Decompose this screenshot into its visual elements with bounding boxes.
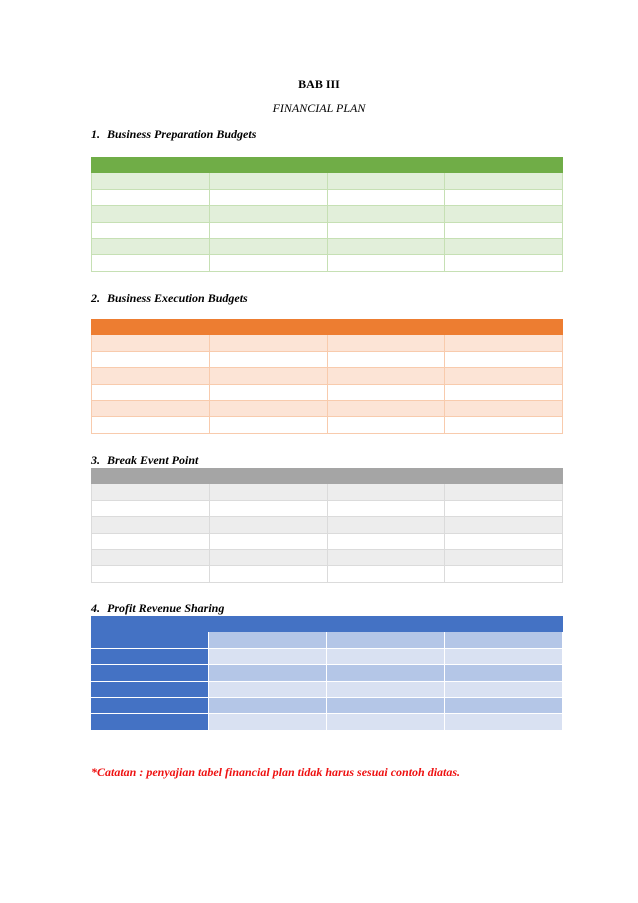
table-row <box>91 632 563 648</box>
chapter-title: BAB III <box>298 77 340 91</box>
section-heading-4 <box>91 601 224 616</box>
section-title: Business Preparation Budgets <box>107 127 257 141</box>
table-header-row <box>92 319 563 335</box>
profit-sharing-table <box>91 616 563 731</box>
section-heading-2 <box>91 291 248 306</box>
table-header-row <box>91 616 563 632</box>
footnote-note: *Catatan : penyajian tabel financial plan tidak harus sesuai contoh diatas. <box>91 765 461 779</box>
table-row <box>92 533 563 549</box>
section-title: Profit Revenue Sharing <box>107 601 225 615</box>
chapter-subtitle: FINANCIAL PLAN <box>272 101 366 115</box>
section-heading-1 <box>91 127 256 142</box>
table-row <box>92 335 563 351</box>
table-header-row <box>92 468 563 484</box>
section-heading-3 <box>91 453 198 468</box>
table-row <box>92 368 563 384</box>
break-even-table <box>91 468 563 583</box>
table-row <box>92 222 563 238</box>
table-row <box>92 400 563 416</box>
table-row <box>92 189 563 205</box>
section-number: 4. <box>91 601 100 615</box>
table-row <box>92 255 563 271</box>
table-row <box>92 206 563 222</box>
table-row <box>92 500 563 516</box>
execution-budget-table <box>91 319 563 434</box>
table-row <box>91 665 563 681</box>
table-row <box>92 566 563 582</box>
table-row <box>92 549 563 565</box>
table-row <box>92 238 563 254</box>
table-row <box>91 681 563 697</box>
section-title: Break Event Point <box>107 453 199 467</box>
section-number: 2. <box>91 291 100 305</box>
table-row <box>92 417 563 433</box>
table-row <box>91 697 563 713</box>
table-row <box>91 648 563 664</box>
section-title: Business Execution Budgets <box>107 291 248 305</box>
table-row <box>92 384 563 400</box>
table-row <box>92 351 563 367</box>
table-header-row <box>92 157 563 173</box>
table-row <box>92 517 563 533</box>
preparation-budget-table <box>91 157 563 272</box>
table-row <box>92 173 563 189</box>
table-row <box>92 484 563 500</box>
table-row <box>91 714 563 730</box>
section-number: 3. <box>91 453 100 467</box>
section-number: 1. <box>91 127 100 141</box>
